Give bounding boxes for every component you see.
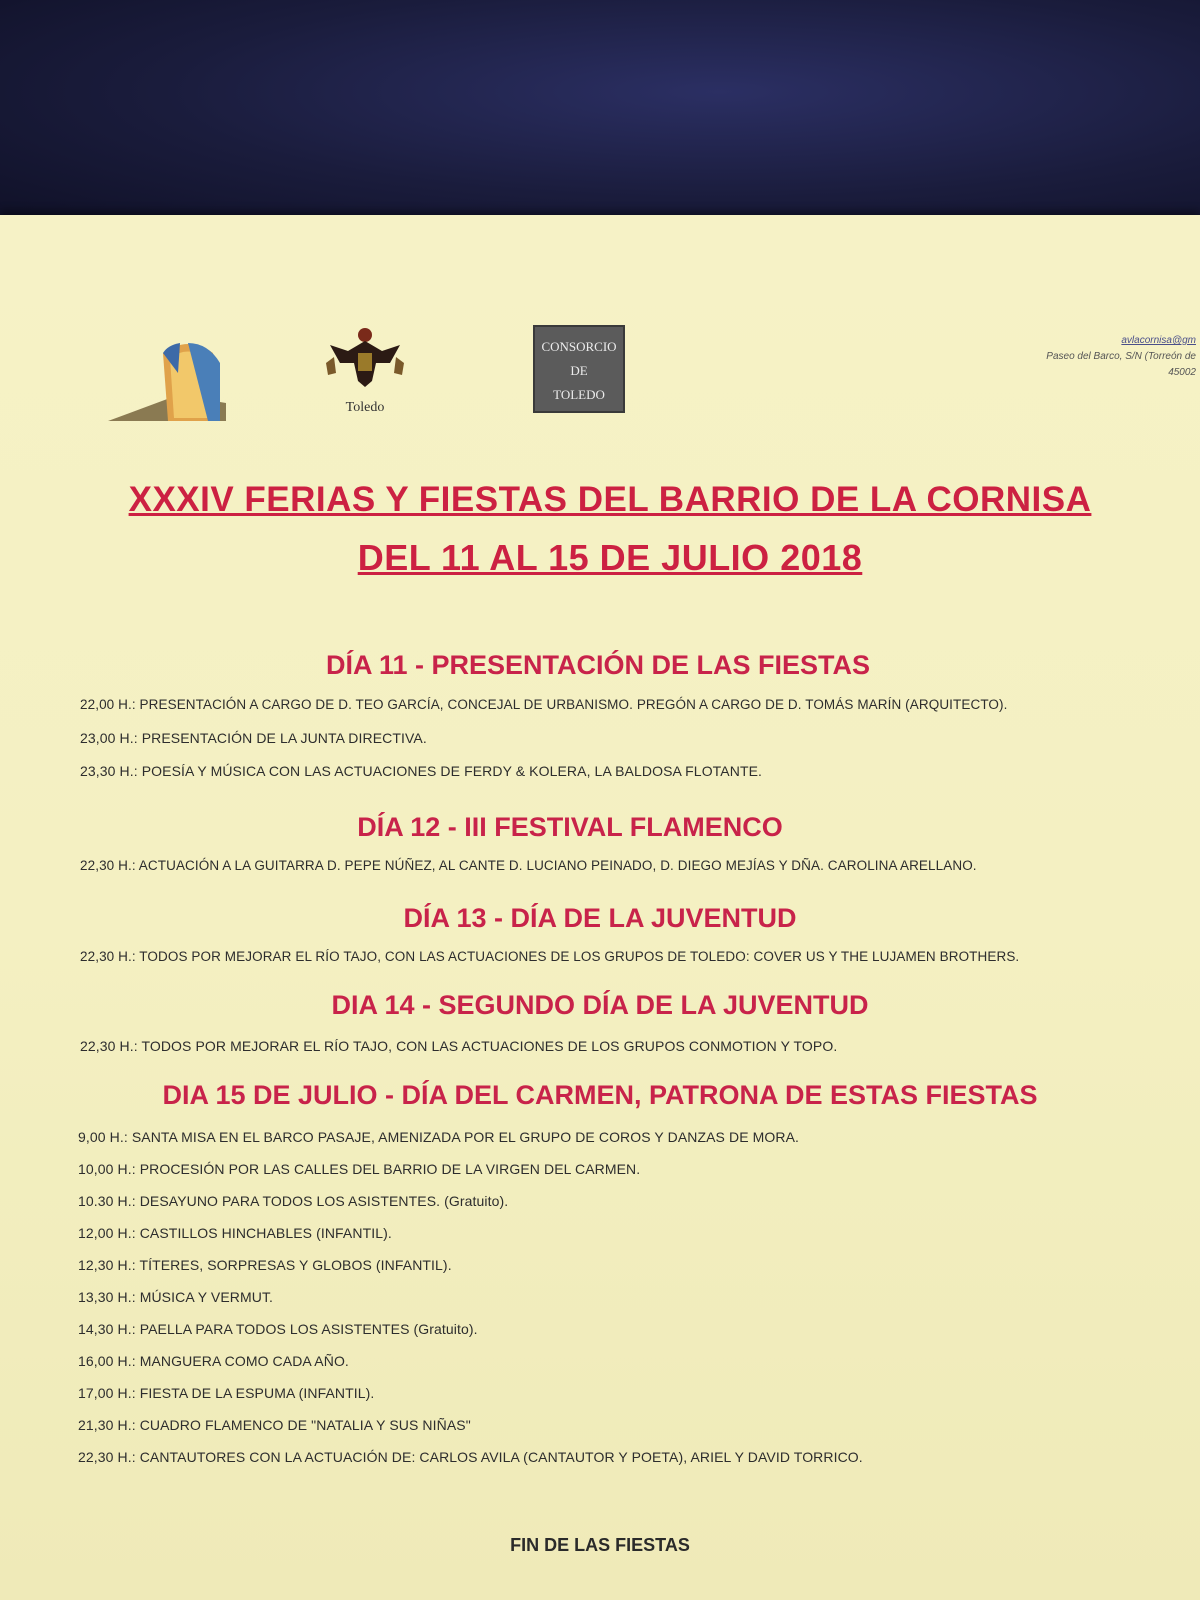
event-line: 22,00 H.: PRESENTACIÓN A CARGO DE D. TEO GARCÍA, CONCEJAL DE URBANISMO. PREGÓN A CARGO DE D. TOMÁS MARÍN (ARQUITECTO). (80, 697, 1008, 712)
cornisa-logo (108, 333, 228, 423)
event-line: 22,30 H.: CANTAUTORES CON LA ACTUACIÓN DE: CARLOS AVILA (CANTAUTOR Y POETA), ARIEL Y DAVID TORRICO. (78, 1449, 863, 1465)
contact-block (936, 333, 1196, 381)
day-heading-11: DÍA 11 - PRESENTACIÓN DE LAS FIESTAS (325, 650, 871, 680)
consorcio-line-3: TOLEDO (553, 387, 605, 402)
event-line: 12,30 H.: TÍTERES, SORPRESAS Y GLOBOS (INFANTIL). (78, 1257, 452, 1273)
poster-title: XXXIV FERIAS Y FIESTAS DEL BARRIO DE LA CORNISA (128, 480, 1092, 519)
event-line: 17,00 H.: FIESTA DE LA ESPUMA (INFANTIL). (78, 1385, 375, 1401)
event-line: 22,30 H.: ACTUACIÓN A LA GUITARRA D. PEPE NÚÑEZ, AL CANTE D. LUCIANO PEINADO, D. DIEGO MEJÍAS Y DÑA. CAROLINA ARELLANO. (80, 858, 977, 873)
toledo-coat-of-arms (320, 323, 410, 423)
contact-address: Paseo del Barco, S/N (Torreón de (1046, 351, 1196, 362)
poster-sheet (0, 215, 1200, 1600)
day-heading-15: DIA 15 DE JULIO - DÍA DEL CARMEN, PATRONA DE ESTAS FIESTAS (162, 1080, 1038, 1110)
footer-text: FIN DE LAS FIESTAS (510, 1535, 690, 1555)
background-cloth (0, 0, 1200, 230)
event-line: 23,30 H.: POESÍA Y MÚSICA CON LAS ACTUACIONES DE FERDY & KOLERA, LA BALDOSA FLOTANTE. (80, 763, 763, 779)
contact-email[interactable]: avlacornisa@gm (1121, 335, 1196, 346)
day-heading-13: DÍA 13 - DÍA DE LA JUVENTUD (403, 903, 797, 933)
contact-postcode: 45002 (1168, 367, 1196, 378)
consorcio-toledo-logo (533, 325, 625, 413)
event-line: 12,00 H.: CASTILLOS HINCHABLES (INFANTIL). (78, 1225, 392, 1241)
event-line: 9,00 H.: SANTA MISA EN EL BARCO PASAJE, AMENIZADA POR EL GRUPO DE COROS Y DANZAS DE MORA. (78, 1129, 800, 1145)
event-line: 13,30 H.: MÚSICA Y VERMUT. (78, 1289, 274, 1305)
poster-subtitle: DEL 11 AL 15 DE JULIO 2018 (357, 537, 863, 578)
toledo-caption: Toledo (345, 400, 385, 415)
event-line: 22,30 H.: TODOS POR MEJORAR EL RÍO TAJO, CON LAS ACTUACIONES DE LOS GRUPOS DE TOLEDO: COVER US Y THE LUJAMEN BROTHERS. (80, 949, 1020, 964)
event-line: 10.30 H.: DESAYUNO PARA TODOS LOS ASISTENTES. (Gratuito). (78, 1193, 509, 1209)
consorcio-line-2: DE (570, 363, 588, 378)
event-line: 16,00 H.: MANGUERA COMO CADA AÑO. (78, 1353, 349, 1369)
event-line: 22,30 H.: TODOS POR MEJORAR EL RÍO TAJO, CON LAS ACTUACIONES DE LOS GRUPOS CONMOTION Y TOPO. (80, 1038, 838, 1054)
day-heading-14: DIA 14 - SEGUNDO DÍA DE LA JUVENTUD (331, 990, 869, 1020)
day-heading-12: DÍA 12 - III FESTIVAL FLAMENCO (357, 812, 783, 842)
event-line: 21,30 H.: CUADRO FLAMENCO DE "NATALIA Y SUS NIÑAS" (78, 1417, 471, 1433)
event-line: 23,00 H.: PRESENTACIÓN DE LA JUNTA DIRECTIVA. (80, 730, 427, 746)
consorcio-line-1: CONSORCIO (541, 339, 617, 354)
event-line: 10,00 H.: PROCESIÓN POR LAS CALLES DEL BARRIO DE LA VIRGEN DEL CARMEN. (78, 1161, 641, 1177)
event-line: 14,30 H.: PAELLA PARA TODOS LOS ASISTENTES (Gratuito). (78, 1321, 478, 1337)
